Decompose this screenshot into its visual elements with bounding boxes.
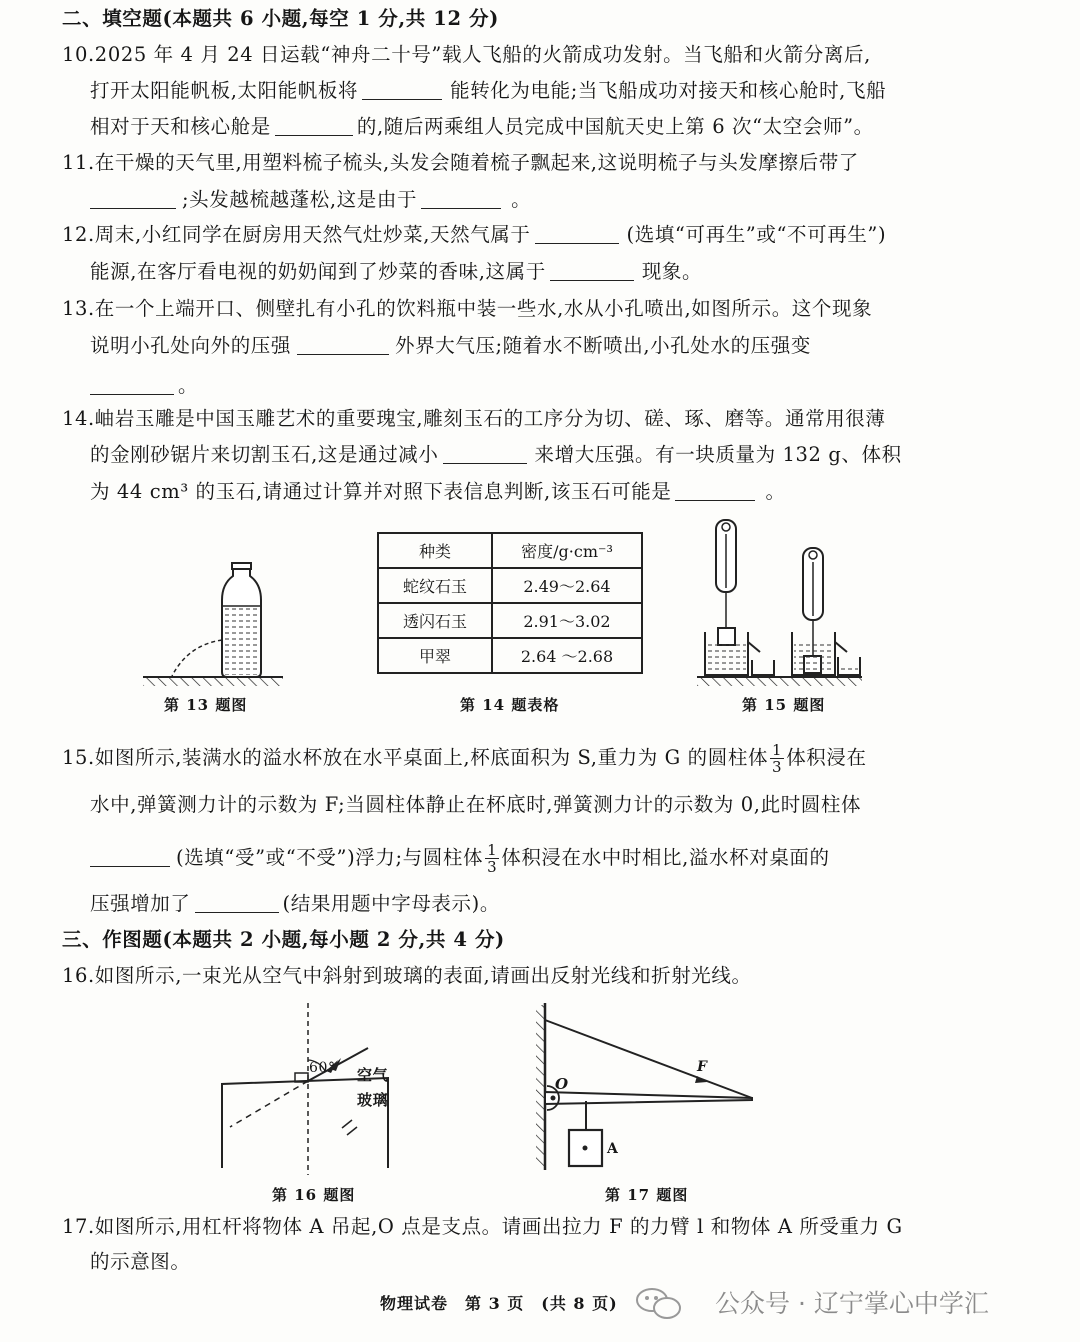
q15-line1 [62,742,867,775]
table-cell: 2.49～2.64 [492,568,642,603]
q14-text: 的金刚砂锯片来切割玉石,这是通过减小 [90,443,439,466]
q17-line1: 17.如图所示,用杠杆将物体 A 吊起,O 点是支点。请画出拉力 F 的力臂 l 和物体 A 所受重力 G [62,1215,903,1238]
section2-title: 二、填空题(本题共 6 小题,每空 1 分,共 12 分) [62,7,499,30]
q15-line4 [90,891,500,917]
rope [545,1020,752,1098]
force-label: F [697,1059,708,1075]
fraction-denominator: 3 [487,858,498,876]
lever-bar [545,1092,752,1104]
q13-line1: 13.在一个上端开口、侧壁扎有小孔的饮料瓶中装一些水,水从小孔喷出,如图所示。这个现象 [62,297,873,320]
caption-fig17: 第 17 题图 [605,1186,689,1204]
caption-fig16: 第 16 题图 [272,1186,356,1204]
q10-text: 相对于天和核心舱是 [90,115,271,138]
q11-line1: 11.在干燥的天气里,用塑料梳子梳头,头发会随着梳子飘起来,这说明梳子与头发摩擦后带了 [62,151,859,174]
section3-title: 三、作图题(本题共 2 小题,每小题 2 分,共 4 分) [62,928,505,951]
q12-text: (选填“可再生”或“不可再生”) [626,223,887,246]
table-cell: 透闪石玉 [378,603,492,638]
watermark-text: 公众号 · 辽宁掌心中学汇 [715,1289,989,1318]
q13-text: 。 [178,374,199,397]
q10-text: 打开太阳能帆板,太阳能帆板将 [90,79,359,102]
caption-table14: 第 14 题表格 [460,696,560,714]
q11-text: ;头发越梳越蓬松,这是由于 [182,188,418,211]
q15-text: 体积浸在 [786,746,867,769]
q12-text: 能源,在客厅看电视的奶奶闻到了炒菜的香味,这属于 [90,260,546,283]
wechat-icon [637,1289,680,1318]
q12-text: 12.周末,小红同学在厨房用天然气灶炒菜,天然气属于 [62,223,531,246]
page-footer: 物理试卷 第 3 页 (共 8 页) [380,1294,618,1313]
caption-fig15: 第 15 题图 [742,696,826,714]
q14-text: 为 44 cm³ 的玉石,请通过计算并对照下表信息判断,该玉石可能是 [90,480,672,503]
object-label: A [607,1141,619,1157]
fraction-numerator: 1 [772,741,783,759]
table-cell: 2.91～3.02 [492,603,642,638]
q15-text: (选填“受”或“不受”)浮力;与圆柱体 [176,846,484,869]
q10-text: 的,随后两乘组人员完成中国航天史上第 6 次“太空会师”。 [356,115,874,138]
q15-line2: 水中,弹簧测力计的示数为 F;当圆柱体静止在杯底时,弹簧测力计的示数为 0,此时圆柱体 [90,793,862,816]
table-cell: 2.64 ～2.68 [492,638,642,673]
q13-text: 说明小孔处向外的压强 [90,334,292,357]
angle-label: 60° [309,1060,336,1076]
answer-blank[interactable] [195,892,279,913]
spring-scale-figure [697,520,862,686]
q15-text: 体积浸在水中时相比,溢水杯对桌面的 [501,846,830,869]
q10-text: 能转化为电能;当飞船成功对接天和核心舱时,飞船 [450,79,887,102]
answer-blank[interactable] [90,846,170,867]
q15-text: 15.如图所示,装满水的溢水杯放在水平桌面上,杯底面积为 S,重力为 G 的圆柱体 [62,746,769,769]
q15-text: (结果用题中字母表示)。 [282,892,500,915]
air-label: 空气 [357,1066,389,1084]
table-header-cell: 种类 [378,533,492,568]
pivot-label: O [555,1075,569,1093]
q12-text: 现象。 [641,260,703,283]
glass-label: 玻璃 [357,1091,389,1109]
q14-text: 来增大压强。有一块质量为 132 g、体积 [534,443,902,466]
table-cell: 蛇纹石玉 [378,568,492,603]
q16-line: 16.如图所示,一束光从空气中斜射到玻璃的表面,请画出反射光线和折射光线。 [62,964,752,987]
fraction-denominator: 3 [772,758,783,776]
bottle-figure [143,563,283,686]
q14-line1: 14.岫岩玉雕是中国玉雕艺术的重要瑰宝,雕刻玉石的工序分为切、磋、琢、磨等。通常用很薄 [62,407,886,430]
table-header-cell: 密度/g·cm⁻³ [492,533,642,568]
q15-text: 压强增加了 [90,892,191,915]
q13-text: 外界大气压;随着水不断喷出,小孔处水的压强变 [395,334,811,357]
caption-fig13: 第 13 题图 [164,696,248,714]
q17-line2: 的示意图。 [90,1250,191,1273]
fraction-numerator: 1 [487,841,498,859]
q11-text: 。 [511,188,532,211]
q15-line3 [90,842,830,875]
table-cell: 甲翠 [378,638,492,673]
fraction [770,742,784,775]
q10-line1: 10.2025 年 4 月 24 日运载“神舟二十号”载人飞船的火箭成功发射。当飞船和火箭分离后, [62,43,871,66]
fraction [485,842,499,875]
q14-text: 。 [765,480,786,503]
